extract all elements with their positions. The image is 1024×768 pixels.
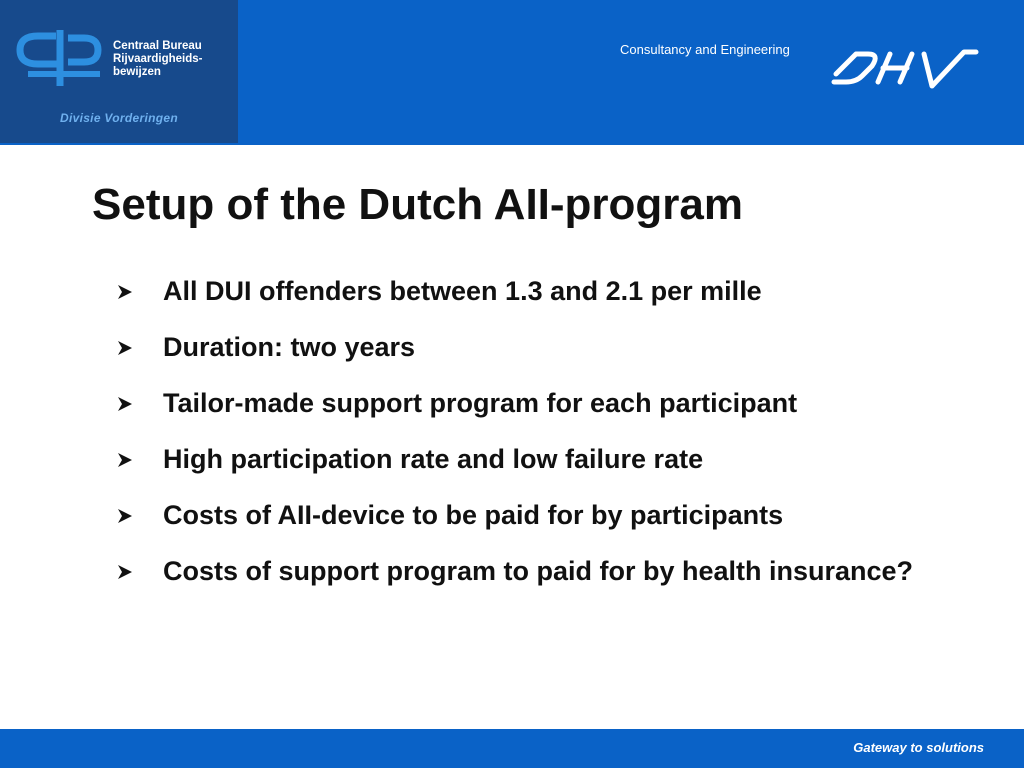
organization-name — [113, 40, 235, 79]
bullet-item — [112, 329, 992, 365]
organization-name-line-1: Centraal Bureau — [113, 40, 202, 52]
arrow-bullet-icon — [116, 563, 134, 581]
arrow-bullet-icon — [116, 451, 134, 469]
slide-title: Setup of the Dutch AII-program — [92, 180, 744, 229]
bullet-item — [112, 385, 992, 421]
arrow-bullet-icon — [116, 283, 134, 301]
bullet-text: Tailor-made support program for each participant — [163, 388, 798, 418]
bullet-text: Costs of AII-device to be paid for by participants — [163, 500, 784, 530]
bullet-text: High participation rate and low failure rate — [163, 444, 704, 474]
arrow-bullet-icon — [116, 339, 134, 357]
bullet-text: All DUI offenders between 1.3 and 2.1 per mille — [163, 276, 762, 306]
bullet-item — [112, 497, 992, 533]
bullet-text: Costs of support program to paid for by health insurance? — [163, 556, 914, 586]
bullet-item — [112, 273, 992, 309]
header-tagline: Consultancy and Engineering — [620, 42, 790, 57]
footer-slogan: Gateway to solutions — [853, 740, 984, 755]
cbr-logo-icon — [8, 26, 108, 90]
arrow-bullet-icon — [116, 507, 134, 525]
organization-name-line-3: bewijzen — [113, 66, 161, 78]
dhv-logo-icon — [828, 44, 980, 94]
arrow-bullet-icon — [116, 395, 134, 413]
header-bar — [0, 0, 1024, 145]
footer-bar — [0, 729, 1024, 768]
cbr-logo — [0, 0, 238, 143]
bullet-item — [112, 553, 992, 589]
bullet-text: Duration: two years — [163, 332, 416, 362]
bullet-list — [112, 273, 992, 609]
division-label: Divisie Vorderingen — [60, 111, 178, 125]
organization-name-line-2: Rijvaardigheids- — [113, 53, 203, 65]
bullet-item — [112, 441, 992, 477]
